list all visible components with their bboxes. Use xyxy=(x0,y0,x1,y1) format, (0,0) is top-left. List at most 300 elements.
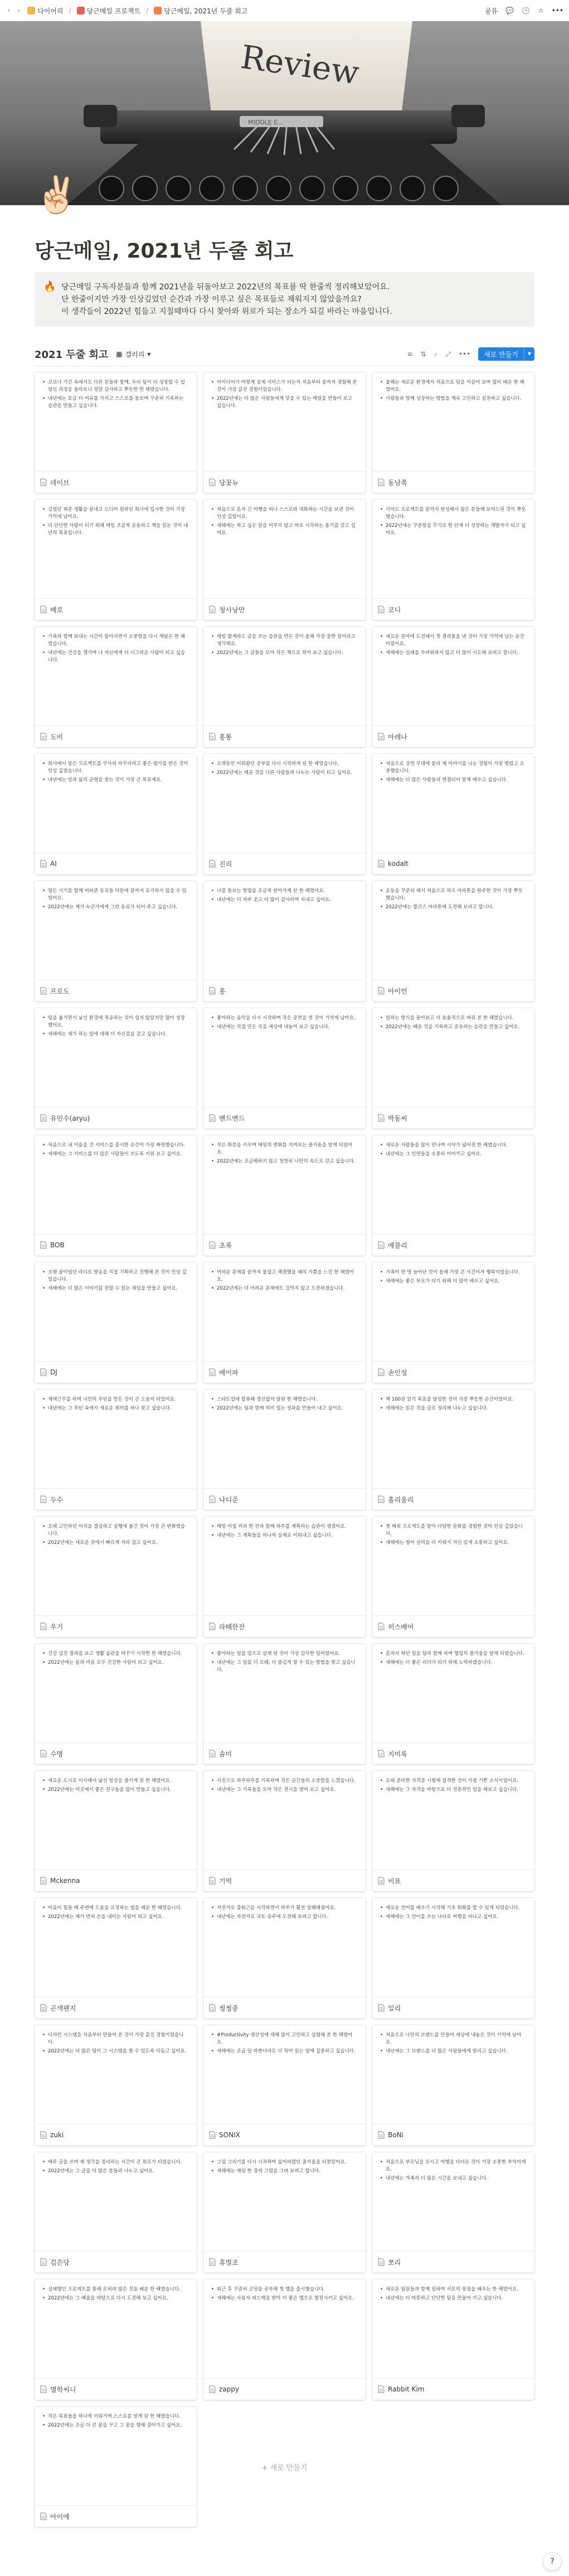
gallery-card[interactable] xyxy=(372,1898,534,2018)
gallery-card[interactable] xyxy=(372,1517,534,1637)
gallery-card[interactable] xyxy=(372,754,534,874)
gallery-card[interactable] xyxy=(372,1135,534,1256)
card-footer[interactable] xyxy=(35,2251,197,2273)
expand-icon[interactable]: ⤢ xyxy=(445,350,451,358)
card-footer[interactable] xyxy=(372,1489,534,1510)
card-title: BOB xyxy=(50,1241,65,1249)
card-footer[interactable] xyxy=(372,1870,534,1891)
card-bullet: • 새해에는 더 좋은 리더가 되기 위해 노력하겠습니다. xyxy=(380,1659,527,1667)
page-icon-small xyxy=(154,7,162,14)
card-footer[interactable] xyxy=(203,1870,366,1891)
intro-callout xyxy=(35,272,534,327)
card-bullet: • 2022년에는 더 많은 사람들에게 닿을 수 있는 메일을 만들어 보고 싶습니다. xyxy=(211,395,358,410)
card-title: 두수 xyxy=(50,1495,64,1504)
card-footer[interactable] xyxy=(203,980,366,1001)
more-icon[interactable]: ••• xyxy=(551,7,563,14)
card-title: 아이에 xyxy=(50,2512,70,2521)
card-preview xyxy=(203,881,366,980)
card-title: DJ xyxy=(50,1368,57,1376)
gallery-card[interactable] xyxy=(203,754,366,874)
card-preview xyxy=(35,1389,197,1489)
card-footer[interactable] xyxy=(35,599,197,620)
card-footer[interactable] xyxy=(35,1107,197,1129)
card-bullet: • 내년에는 더 따뜻하고 단단한 팀을 만들어 가고 싶습니다. xyxy=(380,2295,527,2302)
card-bullets xyxy=(42,1015,189,1038)
card-title: 씽씽중 xyxy=(219,2004,239,2012)
card-title: 홍 xyxy=(219,987,226,995)
card-preview xyxy=(372,881,534,980)
page-icon xyxy=(209,606,216,613)
card-bullet: • 새해에는 매일 한 장씩 그림을 그려 보려고 합니다. xyxy=(211,2168,358,2175)
card-preview xyxy=(35,2025,197,2124)
card-footer[interactable] xyxy=(203,599,366,620)
card-preview xyxy=(203,1517,366,1616)
card-bullet: • 내년에는 그 루틴 속에서 새로운 취미를 하나 찾고 싶습니다. xyxy=(42,1405,189,1412)
card-bullet: • 새해에는 실패를 두려워하지 않고 더 많이 시도해 보려고 합니다. xyxy=(380,650,527,657)
card-title: AI xyxy=(50,860,57,868)
gallery-card[interactable] xyxy=(35,627,197,747)
card-bullet: • 2022년에는 그 배움을 바탕으로 다시 도전해 보고 싶어요. xyxy=(42,2295,189,2302)
card-preview xyxy=(35,1135,197,1234)
sort-icon[interactable]: ⇅ xyxy=(420,350,426,358)
card-preview xyxy=(372,1262,534,1362)
card-title: 일리 xyxy=(388,2004,401,2012)
gallery-card[interactable] xyxy=(35,2025,197,2146)
card-bullet: • 내년에는 그 일을 더 오래, 더 즐겁게 할 수 있는 방법을 찾고 싶습니다. xyxy=(211,1659,358,1674)
card-bullets xyxy=(380,2159,527,2182)
card-footer[interactable] xyxy=(203,853,366,874)
gallery-card[interactable] xyxy=(372,2279,534,2400)
card-footer[interactable] xyxy=(203,726,366,747)
card-preview xyxy=(372,1389,534,1489)
database-title[interactable]: 2021 두줄 회고 xyxy=(35,349,109,361)
card-bullet: • 올해는 새로운 환경에서 처음으로 팀을 이끌어 보며 많이 배운 한 해였어요. xyxy=(380,379,527,394)
card-bullets xyxy=(211,1396,358,1412)
card-footer[interactable] xyxy=(35,1870,197,1891)
card-footer[interactable] xyxy=(203,1743,366,1764)
page-icon xyxy=(378,987,385,995)
gallery-card[interactable] xyxy=(35,2406,197,2527)
card-title: 당꽃뉴 xyxy=(219,478,239,487)
card-preview xyxy=(35,1262,197,1362)
card-footer[interactable] xyxy=(203,2124,366,2146)
card-title: 우기 xyxy=(50,1623,64,1631)
gallery-card[interactable] xyxy=(372,1008,534,1129)
card-bullets xyxy=(211,2286,358,2302)
card-bullets xyxy=(42,2286,189,2302)
card-footer[interactable] xyxy=(372,2251,534,2273)
page-icon xyxy=(209,2258,216,2266)
card-footer[interactable] xyxy=(203,2251,366,2273)
card-bullet: • 새해에는 더 많은 이야기를 전할 수 있는 채널을 만들고 싶어요. xyxy=(42,1285,189,1292)
card-bullets xyxy=(380,1905,527,1921)
gallery-card[interactable] xyxy=(35,1389,197,1510)
card-bullet: • 새해에는 제가 하는 일에 대해 더 자신감을 갖고 싶습니다. xyxy=(42,1031,189,1038)
card-footer[interactable] xyxy=(372,980,534,1001)
card-bullets xyxy=(380,2032,527,2055)
card-title: 홀리올리 xyxy=(388,1495,414,1504)
card-preview xyxy=(35,1898,197,1997)
callout-line: 단 한줄이지만 가장 인상깊었던 순간과 가장 이루고 싶은 목표들로 채워지지 않았을까요? xyxy=(61,295,362,304)
card-preview xyxy=(372,2025,534,2124)
card-bullet: • 어려운 문제를 끝까지 붙잡고 해결했을 때의 기쁨을 느낀 한 해였어요. xyxy=(211,1269,358,1284)
card-footer[interactable] xyxy=(372,599,534,620)
card-bullets xyxy=(211,1523,358,1539)
page-icon xyxy=(378,733,385,740)
card-bullet: • 오래 고민하던 이직을 결심하고 실행에 옮긴 것이 가장 큰 변화였습니다. xyxy=(42,1523,189,1538)
page-icon xyxy=(378,1750,385,1757)
card-preview xyxy=(35,2406,197,2506)
page-icon xyxy=(378,2131,385,2139)
page-icon xyxy=(40,2512,47,2520)
cover-image xyxy=(0,21,569,205)
card-bullets xyxy=(42,2413,189,2429)
forward-arrow-icon[interactable]: › xyxy=(17,6,21,15)
gallery-card[interactable] xyxy=(372,1262,534,1383)
card-title: 멸학씨니 xyxy=(50,2385,76,2394)
top-bar xyxy=(0,0,569,21)
card-bullets xyxy=(211,1269,358,1292)
clock-icon[interactable]: 🕒 xyxy=(522,7,530,14)
card-footer[interactable] xyxy=(203,1489,366,1510)
gallery-card[interactable] xyxy=(35,1771,197,1891)
gallery-card[interactable] xyxy=(203,1008,366,1129)
gallery-card[interactable] xyxy=(203,881,366,1001)
gallery-card[interactable] xyxy=(203,372,366,493)
gallery-card[interactable] xyxy=(372,1644,534,1764)
card-bullets xyxy=(211,1015,358,1031)
card-bullet: • 새해에는 영어 실력을 더 키워서 자신 있게 소통하고 싶어요. xyxy=(380,1539,527,1547)
card-bullet: • 2022년에는 그 글을 더 많은 분들과 나누고 싶어요. xyxy=(42,2168,189,2175)
card-footer[interactable] xyxy=(203,2379,366,2400)
card-preview xyxy=(35,627,197,726)
share-button[interactable]: 공유 xyxy=(484,7,498,15)
card-title: 초록 xyxy=(219,1241,232,1250)
gallery-card[interactable] xyxy=(35,1517,197,1637)
page-icon xyxy=(378,1368,385,1376)
card-title: 홍통 xyxy=(219,733,232,741)
card-title: Rabbit Kim xyxy=(388,2385,425,2393)
card-bullet: • 내년에는 더 자주 웃고 더 많이 감사하며 지내고 싶어요. xyxy=(211,897,358,904)
card-preview xyxy=(203,1771,366,1870)
card-bullet: • 2022년에는 풀코스 마라톤에 도전해 보려고 합니다. xyxy=(380,904,527,911)
gallery-card[interactable] xyxy=(35,1644,197,1764)
card-bullet: • 아이디어가 어떻게 실제 서비스가 되는지 처음부터 끝까지 경험해 본 것이 가장 값진 경험이었습니다. xyxy=(211,379,358,394)
page-icon xyxy=(378,1877,385,1885)
card-preview xyxy=(203,627,366,726)
gallery-card[interactable] xyxy=(372,372,534,493)
card-bullets xyxy=(42,379,189,410)
card-title: 히스베어 xyxy=(388,1623,414,1631)
breadcrumb: ‹ › 다이어리 / 당근메일 프로젝트 / 당근메일, 2021년 두줄 회고 xyxy=(6,5,250,17)
card-preview xyxy=(203,754,366,853)
card-bullets xyxy=(42,1905,189,1921)
gallery-card[interactable] xyxy=(203,500,366,620)
page-icon xyxy=(40,733,47,740)
gallery-card[interactable] xyxy=(203,1262,366,1383)
card-title: 박동씨 xyxy=(388,1114,407,1122)
page-icon xyxy=(40,2004,47,2012)
gallery-card[interactable] xyxy=(372,1771,534,1891)
svg-text:Review: Review xyxy=(238,37,362,92)
card-preview xyxy=(35,1008,197,1107)
card-preview xyxy=(35,2152,197,2251)
help-button[interactable]: ? xyxy=(543,2553,561,2570)
card-bullets xyxy=(380,633,527,657)
card-preview xyxy=(372,1644,534,1743)
card-bullet: • 2022년에는 제가 누군가에게 그런 동료가 되어 주고 싶습니다. xyxy=(42,904,189,911)
callout-line: 이 생각들이 2022년 힘들고 지칠때마다 다시 찾아와 위로가 되는 장소가 되길 바라는 마음입니다. xyxy=(61,307,392,316)
gallery-card[interactable] xyxy=(35,2152,197,2273)
gallery-card[interactable] xyxy=(203,1898,366,2018)
card-bullet: • 처음으로 내 이름을 건 서비스를 출시한 순간이 가장 짜릿했습니다. xyxy=(42,1142,189,1149)
card-title: 손인성 xyxy=(388,1368,407,1377)
filter-icon[interactable]: ≡ xyxy=(407,350,413,358)
page-icon xyxy=(209,987,216,995)
breadcrumb-diary[interactable]: 다이어리 xyxy=(25,5,65,17)
card-bullet: • 새로운 언어를 배우기 시작해 기초 회화를 할 수 있게 되었습니다. xyxy=(380,1905,527,1912)
search-icon[interactable]: ⌕ xyxy=(434,350,438,358)
card-bullet: • 내년에는 직접 만든 곡을 세상에 내놓아 보고 싶습니다. xyxy=(211,1024,358,1031)
card-bullets xyxy=(211,888,358,904)
gallery-card[interactable] xyxy=(203,2152,366,2273)
gallery-card[interactable] xyxy=(372,2152,534,2273)
card-bullet: • 가족과 함께 보내는 시간이 많아지면서 소중함을 다시 깨달은 한 해였습니다. xyxy=(42,633,189,648)
card-bullet: • 2022년에는 더 많은 팀이 그 시스템을 쓸 수 있도록 다듬고 싶어요. xyxy=(42,2048,189,2055)
card-footer[interactable] xyxy=(35,2506,197,2527)
comment-icon[interactable]: 💬 xyxy=(505,7,514,14)
gallery-card[interactable] xyxy=(35,1135,197,1256)
card-bullet: • 내년에는 조금 더 여유를 가지고 스스로를 돌보며 꾸준히 기록하는 습관을 만들고 싶습니다. xyxy=(42,395,189,410)
card-bullet: • 가족이 한 명 늘어난 것이 올해 가장 큰 사건이자 행복이었습니다. xyxy=(380,1269,527,1276)
card-preview xyxy=(372,1771,534,1870)
card-title: 솜미 xyxy=(219,1750,232,1758)
card-bullet: • 새로운 팀원들과 함께 일하며 서로의 장점을 배우는 한 해였어요. xyxy=(380,2286,527,2293)
gallery-card[interactable] xyxy=(372,627,534,747)
card-bullet: • 새해에는 더 많은 사람들과 연결되어 함께 배우고 싶습니다. xyxy=(380,777,527,784)
card-title: 도비 xyxy=(50,733,64,741)
callout-line: 당근메일 구독자분들과 함께 2021년을 뒤돌아보고 2022년의 목표를 딱 한줄씩 정리해보았어요. xyxy=(61,283,390,292)
card-footer[interactable] xyxy=(35,1743,197,1764)
add-card-button[interactable]: + 새로 만들기 xyxy=(261,2463,308,2472)
card-bullet: • 마음이 힘들 때 주변에 도움을 요청하는 법을 배운 한 해였습니다. xyxy=(42,1905,189,1912)
breadcrumb-page[interactable]: 당근메일, 2021년 두줄 회고 xyxy=(152,5,250,17)
card-footer[interactable] xyxy=(372,2379,534,2400)
card-footer[interactable] xyxy=(203,1234,366,1256)
page-icon xyxy=(40,1114,47,1122)
card-title: kodalt xyxy=(388,860,408,868)
project-icon xyxy=(77,7,85,14)
card-footer[interactable] xyxy=(35,1997,197,2018)
page-icon xyxy=(378,478,385,486)
page-icon xyxy=(209,1495,216,1503)
card-footer[interactable] xyxy=(35,2379,197,2400)
card-bullets xyxy=(211,379,358,410)
gallery-card[interactable] xyxy=(203,1771,366,1891)
card-preview xyxy=(203,500,366,599)
card-footer[interactable] xyxy=(203,1997,366,2018)
card-bullet: • 내년에는 그 계획들을 하나씩 실제로 이뤄내고 싶습니다. xyxy=(211,1532,358,1539)
card-preview xyxy=(372,372,534,472)
page-icon xyxy=(378,606,385,613)
card-footer[interactable] xyxy=(372,2124,534,2146)
card-bullet: • 매일 짧게라도 글을 쓰는 습관을 만든 것이 올해 가장 잘한 일이라고 생각해요. xyxy=(211,633,358,648)
card-footer[interactable] xyxy=(372,1234,534,1256)
page-icon xyxy=(209,733,216,740)
card-footer[interactable] xyxy=(372,1616,534,1637)
chevron-down-icon[interactable]: ▾ xyxy=(524,347,534,361)
card-title: 베로 xyxy=(50,606,64,614)
card-footer[interactable] xyxy=(372,1997,534,2018)
card-footer[interactable] xyxy=(35,1489,197,1510)
card-bullet: • 스타트업에 합류해 정신없이 달린 한 해였습니다. xyxy=(211,1396,358,1403)
card-bullet: • 2022년에는 꾸준함을 무기로 한 단계 더 성장하는 개발자가 되고 싶어요. xyxy=(380,522,527,537)
page-icon xyxy=(40,1877,47,1885)
card-bullet: • 오래 준비한 자격증 시험에 합격한 것이 가장 기쁜 소식이었어요. xyxy=(380,1778,527,1785)
gallery-card[interactable] xyxy=(35,754,197,874)
card-bullet: • 새로운 분야에 도전해서 첫 결과물을 낸 것이 가장 기억에 남는 순간이었어요. xyxy=(380,633,527,648)
card-preview xyxy=(372,627,534,726)
gallery-card[interactable] xyxy=(372,2025,534,2146)
star-icon[interactable]: ☆ xyxy=(538,7,544,14)
page-title[interactable]: 당근메일, 2021년 두줄 회고 xyxy=(35,240,294,263)
page-icon xyxy=(378,2385,385,2393)
view-tab-gallery[interactable]: ▦ 갤러리 ▾ xyxy=(116,350,151,359)
card-bullet: • 새해에는 그 언어를 쓰는 나라로 여행을 떠나고 싶어요. xyxy=(380,1914,527,1921)
card-preview xyxy=(372,500,534,599)
card-bullets xyxy=(211,633,358,657)
page-icon xyxy=(40,1623,47,1630)
page-icon xyxy=(378,1495,385,1503)
gallery-card[interactable] xyxy=(203,1389,366,1510)
card-bullet: • 2022년에는 몸과 마음 모두 건강한 사람이 되고 싶어요. xyxy=(42,1659,189,1667)
card-bullet: • 매주 글을 쓰며 제 생각을 정리하는 시간이 큰 위로가 되었습니다. xyxy=(42,2159,189,2166)
card-title: Mckenna xyxy=(50,1877,80,1885)
card-footer[interactable] xyxy=(35,853,197,874)
card-preview xyxy=(35,500,197,599)
card-footer[interactable] xyxy=(203,1362,366,1383)
card-footer[interactable] xyxy=(35,472,197,493)
card-preview xyxy=(203,1262,366,1362)
card-preview xyxy=(203,2279,366,2379)
card-title: 밴드맨드 xyxy=(219,1114,245,1122)
page-emoji-icon[interactable]: ✌🏻 xyxy=(35,175,79,216)
card-bullet: • 팀을 옮기면서 낯선 환경에 적응하는 것이 쉽지 않았지만 많이 성장했어요. xyxy=(42,1015,189,1029)
gallery-card[interactable] xyxy=(35,1898,197,2018)
card-bullet: • 2022년에는 새로운 곳에서 빠르게 자리 잡고 싶어요. xyxy=(42,1539,189,1547)
gallery-icon: ▦ xyxy=(116,350,123,358)
gallery-card[interactable] xyxy=(372,1389,534,1510)
card-bullet: • 책 100권 읽기 목표를 달성한 것이 가장 뿌듯한 순간이었어요. xyxy=(380,1396,527,1403)
gallery-card[interactable] xyxy=(372,500,534,620)
gallery-card[interactable] xyxy=(35,2279,197,2400)
page-icon xyxy=(378,860,385,868)
card-footer[interactable] xyxy=(203,1107,366,1129)
card-bullets xyxy=(42,2159,189,2175)
card-footer[interactable] xyxy=(35,2124,197,2146)
page-icon xyxy=(40,2131,47,2139)
card-footer[interactable] xyxy=(35,1616,197,1637)
card-preview xyxy=(203,372,366,472)
gallery-card[interactable] xyxy=(35,372,197,493)
card-bullet: • 사람들과 함께 성장하는 방법을 계속 고민하고 실천하고 싶습니다. xyxy=(380,395,527,403)
gallery-card[interactable] xyxy=(35,881,197,1001)
card-footer[interactable] xyxy=(372,1362,534,1383)
page-icon xyxy=(209,1114,216,1122)
back-arrow-icon[interactable]: ‹ xyxy=(7,6,11,15)
card-bullet: • 나를 돌보는 방법을 조금씩 알아가게 된 한 해였어요. xyxy=(211,888,358,895)
card-bullet: • 새해에는 그 자격을 바탕으로 더 전문적인 일을 해보고 싶습니다. xyxy=(380,1786,527,1794)
card-footer[interactable] xyxy=(35,980,197,1001)
gallery-card[interactable] xyxy=(203,1135,366,1256)
gallery-card[interactable] xyxy=(203,2279,366,2400)
gallery-card[interactable] xyxy=(203,1517,366,1637)
gallery-card[interactable] xyxy=(35,1262,197,1383)
card-footer[interactable] xyxy=(372,472,534,493)
card-title: 에블리 xyxy=(388,1241,407,1250)
card-footer[interactable] xyxy=(35,1362,197,1383)
card-footer[interactable] xyxy=(203,472,366,493)
card-bullet: • 2022년에는 배운 것을 기록하고 공유하는 습관을 만들고 싶어요. xyxy=(380,1024,527,1031)
page-icon xyxy=(40,1368,47,1376)
card-bullets xyxy=(380,1778,527,1794)
card-bullet: • 내년에는 그 인연들을 소중히 이어가고 싶어요. xyxy=(380,1151,527,1158)
card-bullet: • 내년에는 일과 삶의 균형을 찾는 것이 가장 큰 목표예요. xyxy=(42,777,189,784)
breadcrumb-project[interactable]: 당근메일 프로젝트 xyxy=(75,5,143,17)
gallery-card[interactable] xyxy=(203,627,366,747)
page-icon xyxy=(40,606,47,613)
card-bullet: • 회사에서 맡은 프로젝트를 무사히 마무리하고 좋은 평가를 받은 것이 인상 깊었습니다. xyxy=(42,761,189,775)
page-icon xyxy=(40,1750,47,1757)
card-footer[interactable] xyxy=(203,1616,366,1637)
page-icon xyxy=(40,987,47,995)
card-preview xyxy=(372,1898,534,1997)
gallery-card[interactable] xyxy=(203,1644,366,1764)
card-bullet: • 운동을 꾸준히 해서 처음으로 하프 마라톤을 완주한 것이 가장 뿌듯했습니다. xyxy=(380,888,527,902)
card-bullet: • 더 단단한 사람이 되기 위해 매일 조금씩 운동하고 책을 읽는 것이 내년의 목표입니다. xyxy=(42,522,189,537)
card-bullet: • 내년에는 자전거로 국토 종주에 도전해 보려고 합니다. xyxy=(211,1914,358,1921)
card-footer[interactable] xyxy=(372,853,534,874)
card-bullet: • 코로나 기간 속에서도 다른 분들과 함께, 우리 팀이 더 성장할 수 있었던 과정을 돌아보니 정말 감사하고 뿌듯한 한 해였습니다. xyxy=(42,379,189,394)
card-footer[interactable] xyxy=(35,1234,197,1256)
card-footer[interactable] xyxy=(35,726,197,747)
gallery-card[interactable] xyxy=(35,1008,197,1129)
card-bullet: • 새해에는 좋은 부모가 되기 위해 더 많이 배우고 싶어요. xyxy=(380,1278,527,1285)
card-bullet: • 첫 해외 프로젝트를 맡아 다양한 문화를 경험한 것이 인상 깊었습니다. xyxy=(380,1523,527,1538)
card-preview xyxy=(203,1898,366,1997)
card-bullet: • 매일 아침 커피 한 잔과 함께 하루를 계획하는 습관이 생겼어요. xyxy=(211,1523,358,1531)
card-title: 아레나 xyxy=(388,733,407,741)
more-icon[interactable]: ••• xyxy=(458,350,471,358)
card-footer[interactable] xyxy=(372,1743,534,1764)
card-title: zappy xyxy=(219,2385,239,2393)
card-preview xyxy=(372,2152,534,2251)
page-icon xyxy=(40,478,47,486)
new-button[interactable]: 새로 만들기 ▾ xyxy=(478,347,534,361)
card-bullet: • 처음으로 부모님을 모시고 여행을 다녀온 것이 가장 소중한 추억이에요. xyxy=(380,2159,527,2173)
card-preview xyxy=(35,372,197,472)
card-title: 곤색팬지 xyxy=(50,2004,76,2012)
gallery-card[interactable] xyxy=(35,500,197,620)
card-preview xyxy=(372,1008,534,1107)
card-bullets xyxy=(211,1778,358,1794)
gallery-card[interactable] xyxy=(203,2025,366,2146)
card-title: 진리 xyxy=(219,860,232,868)
card-footer[interactable] xyxy=(372,726,534,747)
card-bullets xyxy=(211,1142,358,1165)
gallery-card[interactable] xyxy=(372,881,534,1001)
card-footer[interactable] xyxy=(372,1107,534,1129)
